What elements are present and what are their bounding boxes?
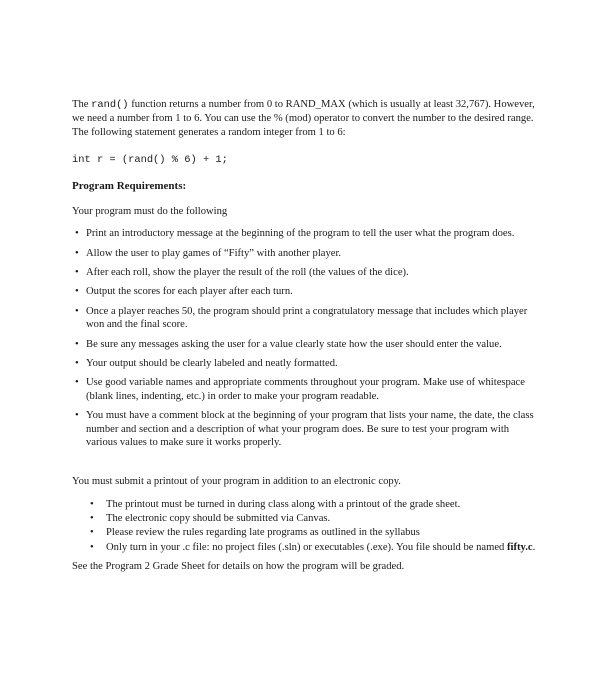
bullet-icon: • <box>90 527 94 539</box>
document-page <box>72 98 542 572</box>
list-item <box>72 526 542 539</box>
requirement-text: Allow the user to play games of “Fifty” with another player. <box>86 247 342 259</box>
bullet-icon: • <box>75 228 79 240</box>
requirement-text: Your output should be clearly labeled and neatly formatted. <box>86 358 338 370</box>
list-item <box>72 305 542 332</box>
list-item <box>72 247 542 260</box>
submission-text: Please review the rules regarding late programs as outlined in the syllabus <box>106 527 420 539</box>
submission-intro: You must submit a printout of your program in addition to an electronic copy. <box>72 475 401 487</box>
requirement-text: Once a player reaches 50, the program should print a congratulatory message that includes which player won and the final score. <box>86 305 528 331</box>
list-item <box>72 541 542 554</box>
bullet-icon: • <box>75 286 79 298</box>
rand-function-code: rand() <box>91 99 129 111</box>
bullet-icon: • <box>75 410 79 422</box>
submission-text: The printout must be turned in during class along with a printout of the grade sheet. <box>106 498 461 510</box>
list-item <box>72 498 542 511</box>
requirements-heading: Program Requirements: <box>72 180 187 193</box>
requirement-text: Use good variable names and appropriate comments throughout your program. Make use of whitespace (blank lines, indenting, etc.) in order to make your program readable. <box>86 377 525 402</box>
grade-sheet-note: See the Program 2 Grade Sheet for details on how the program will be graded. <box>72 561 405 573</box>
bullet-icon: • <box>75 338 79 350</box>
requirements-list <box>72 227 542 449</box>
filename: fifty.c <box>507 541 533 553</box>
bullet-icon: • <box>90 541 94 553</box>
bullet-icon: • <box>90 498 94 510</box>
requirement-text: Be sure any messages asking the user for a value clearly state how the user should enter the value. <box>86 338 502 350</box>
intro-text: function returns a number from 0 to RAND_MAX (which is usually at least 32,767). However, we need a number from 1 to 6. You can use the % (mod) operator to convert the number to the desired range. The following statement generates a random integer from 1 to 6: <box>72 99 535 138</box>
bullet-icon: • <box>75 358 79 370</box>
requirement-text: Output the scores for each player after each turn. <box>86 286 293 298</box>
list-item <box>72 357 542 370</box>
list-item <box>72 338 542 351</box>
requirements-intro: Your program must do the following <box>72 206 228 218</box>
bullet-icon: • <box>75 305 79 317</box>
filename-suffix: . <box>532 541 536 553</box>
submission-text: Only turn in your .c file: no project files (.sln) or executables (.exe). You file should be named <box>106 541 507 553</box>
bullet-icon: • <box>75 247 79 259</box>
list-item <box>72 266 542 279</box>
requirement-text: Print an introductory message at the beginning of the program to tell the user what the program does. <box>86 228 515 240</box>
requirement-text: After each roll, show the player the result of the roll (the values of the dice). <box>86 267 409 279</box>
submission-text: The electronic copy should be submitted via Canvas. <box>106 512 331 524</box>
intro-paragraph <box>72 98 542 139</box>
list-item <box>72 227 542 240</box>
code-statement: int r = (rand() % 6) + 1; <box>72 154 228 167</box>
list-item <box>72 285 542 298</box>
list-item <box>72 376 542 403</box>
submission-list <box>72 498 542 555</box>
bullet-icon: • <box>75 377 79 389</box>
requirement-text: You must have a comment block at the beginning of your program that lists your name, the date, the class number and section and a description of what your program does. Be sure to test your program with various values to make sure it works properly. <box>86 410 534 449</box>
list-item <box>72 512 542 525</box>
bullet-icon: • <box>90 512 94 524</box>
bullet-icon: • <box>75 267 79 279</box>
intro-prefix: The <box>72 99 92 110</box>
list-item <box>72 409 542 449</box>
